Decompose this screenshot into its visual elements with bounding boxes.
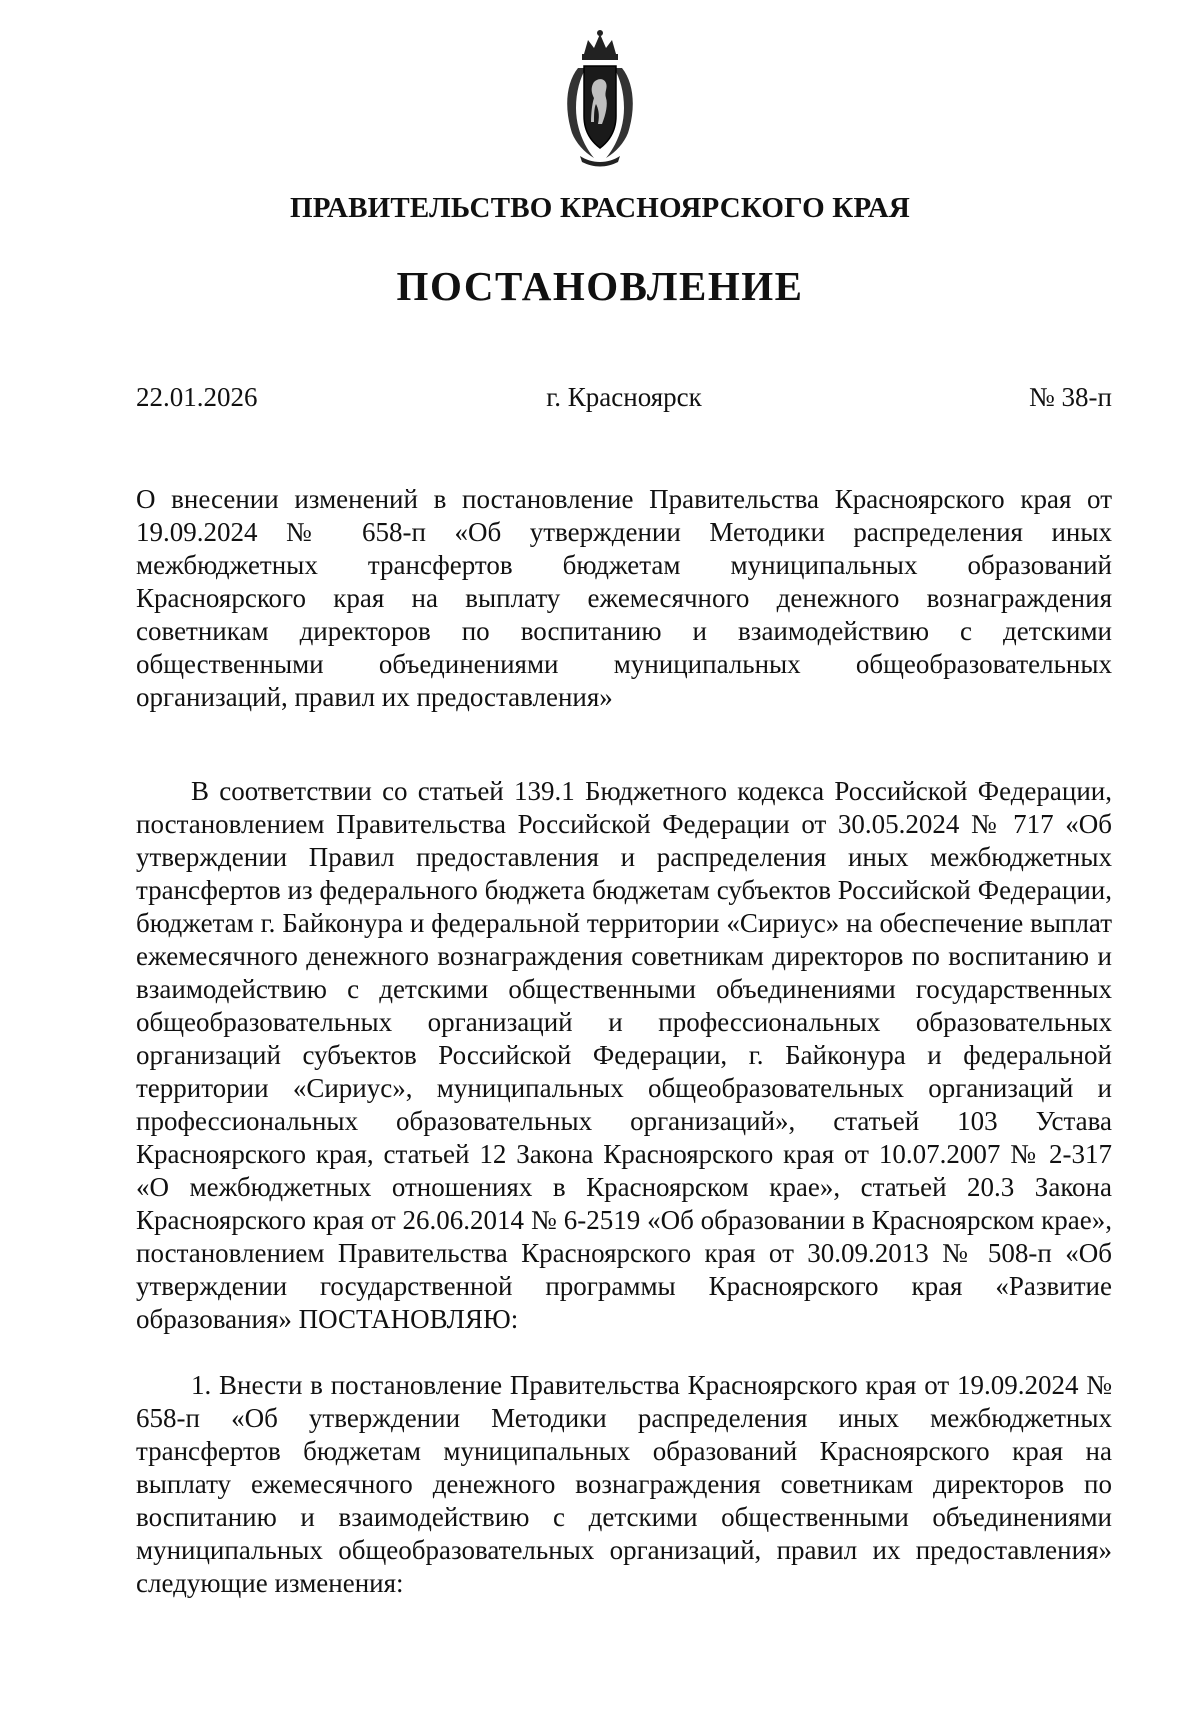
document-subject-title: О внесении изменений в постановление Правительства Красноярского края от 19.09.2024 № 658-п «Об утверждении Методики распределения иных межбюджетных трансфертов бюджетам муниципальных образований Красноярского края на выплату ежемесячного денежного вознаграждения советникам директоров по воспитанию и взаимодействию с детскими общественными объединениями муниципальных общеобразовательных организаций, правил их предоставления»	[136, 484, 1112, 712]
authority-title: ПРАВИТЕЛЬСТВО КРАСНОЯРСКОГО КРАЯ	[289, 192, 911, 224]
list-item: 1. Внести в постановление Правительства Красноярского края от 19.09.2024 № 658-п «Об утверждении Методики распределения иных межбюджетных трансфертов бюджетам муниципальных образований Красноярского края на выплату ежемесячного денежного вознаграждения советникам директоров по воспитанию и взаимодействию с детскими общественными объединениями муниципальных общеобразовательных организаций, правил их предоставления» следующие изменения:	[136, 1370, 1112, 1598]
document-date: 22.01.2026	[136, 382, 258, 412]
document-type-title: ПОСТАНОВЛЕНИЕ	[396, 263, 804, 309]
document-meta-row	[136, 382, 1112, 418]
document-city: г. Красноярск	[546, 382, 702, 412]
document-number: № 38-п	[1029, 382, 1112, 412]
preamble-paragraph: В соответствии со статьей 139.1 Бюджетного кодекса Российской Федерации, постановлением Правительства Российской Федерации от 30.05.2024 № 717 «Об утверждении Правил предоставления и распределения иных межбюджетных трансфертов из федерального бюджета бюджетам субъектов Российской Федерации, бюджетам г. Байконура и федеральной территории «Сириус» на обеспечение выплат ежемесячного денежного вознаграждения советникам директоров по воспитанию и взаимодействию с детскими общественными объединениями государственных общеобразовательных организаций и профессиональных образовательных организаций субъектов Российской Федерации, г. Байконура и федеральной территории «Сириус», муниципальных общеобразовательных организаций и профессиональных образовательных организаций», статьей 103 Устава Красноярского края, статьей 12 Закона Красноярского края от 10.07.2007 № 2-317 «О межбюджетных отношениях в Красноярском крае», статьей 20.3 Закона Красноярского края от 26.06.2014 № 6-2519 «Об образовании в Красноярском крае», постановлением Правительства Красноярского края от 30.09.2013 № 508-п «Об утверждении государственной программы Красноярского края «Развитие образования» ПОСТАНОВЛЯЮ:	[136, 776, 1112, 1334]
coat-of-arms-icon	[560, 28, 640, 168]
